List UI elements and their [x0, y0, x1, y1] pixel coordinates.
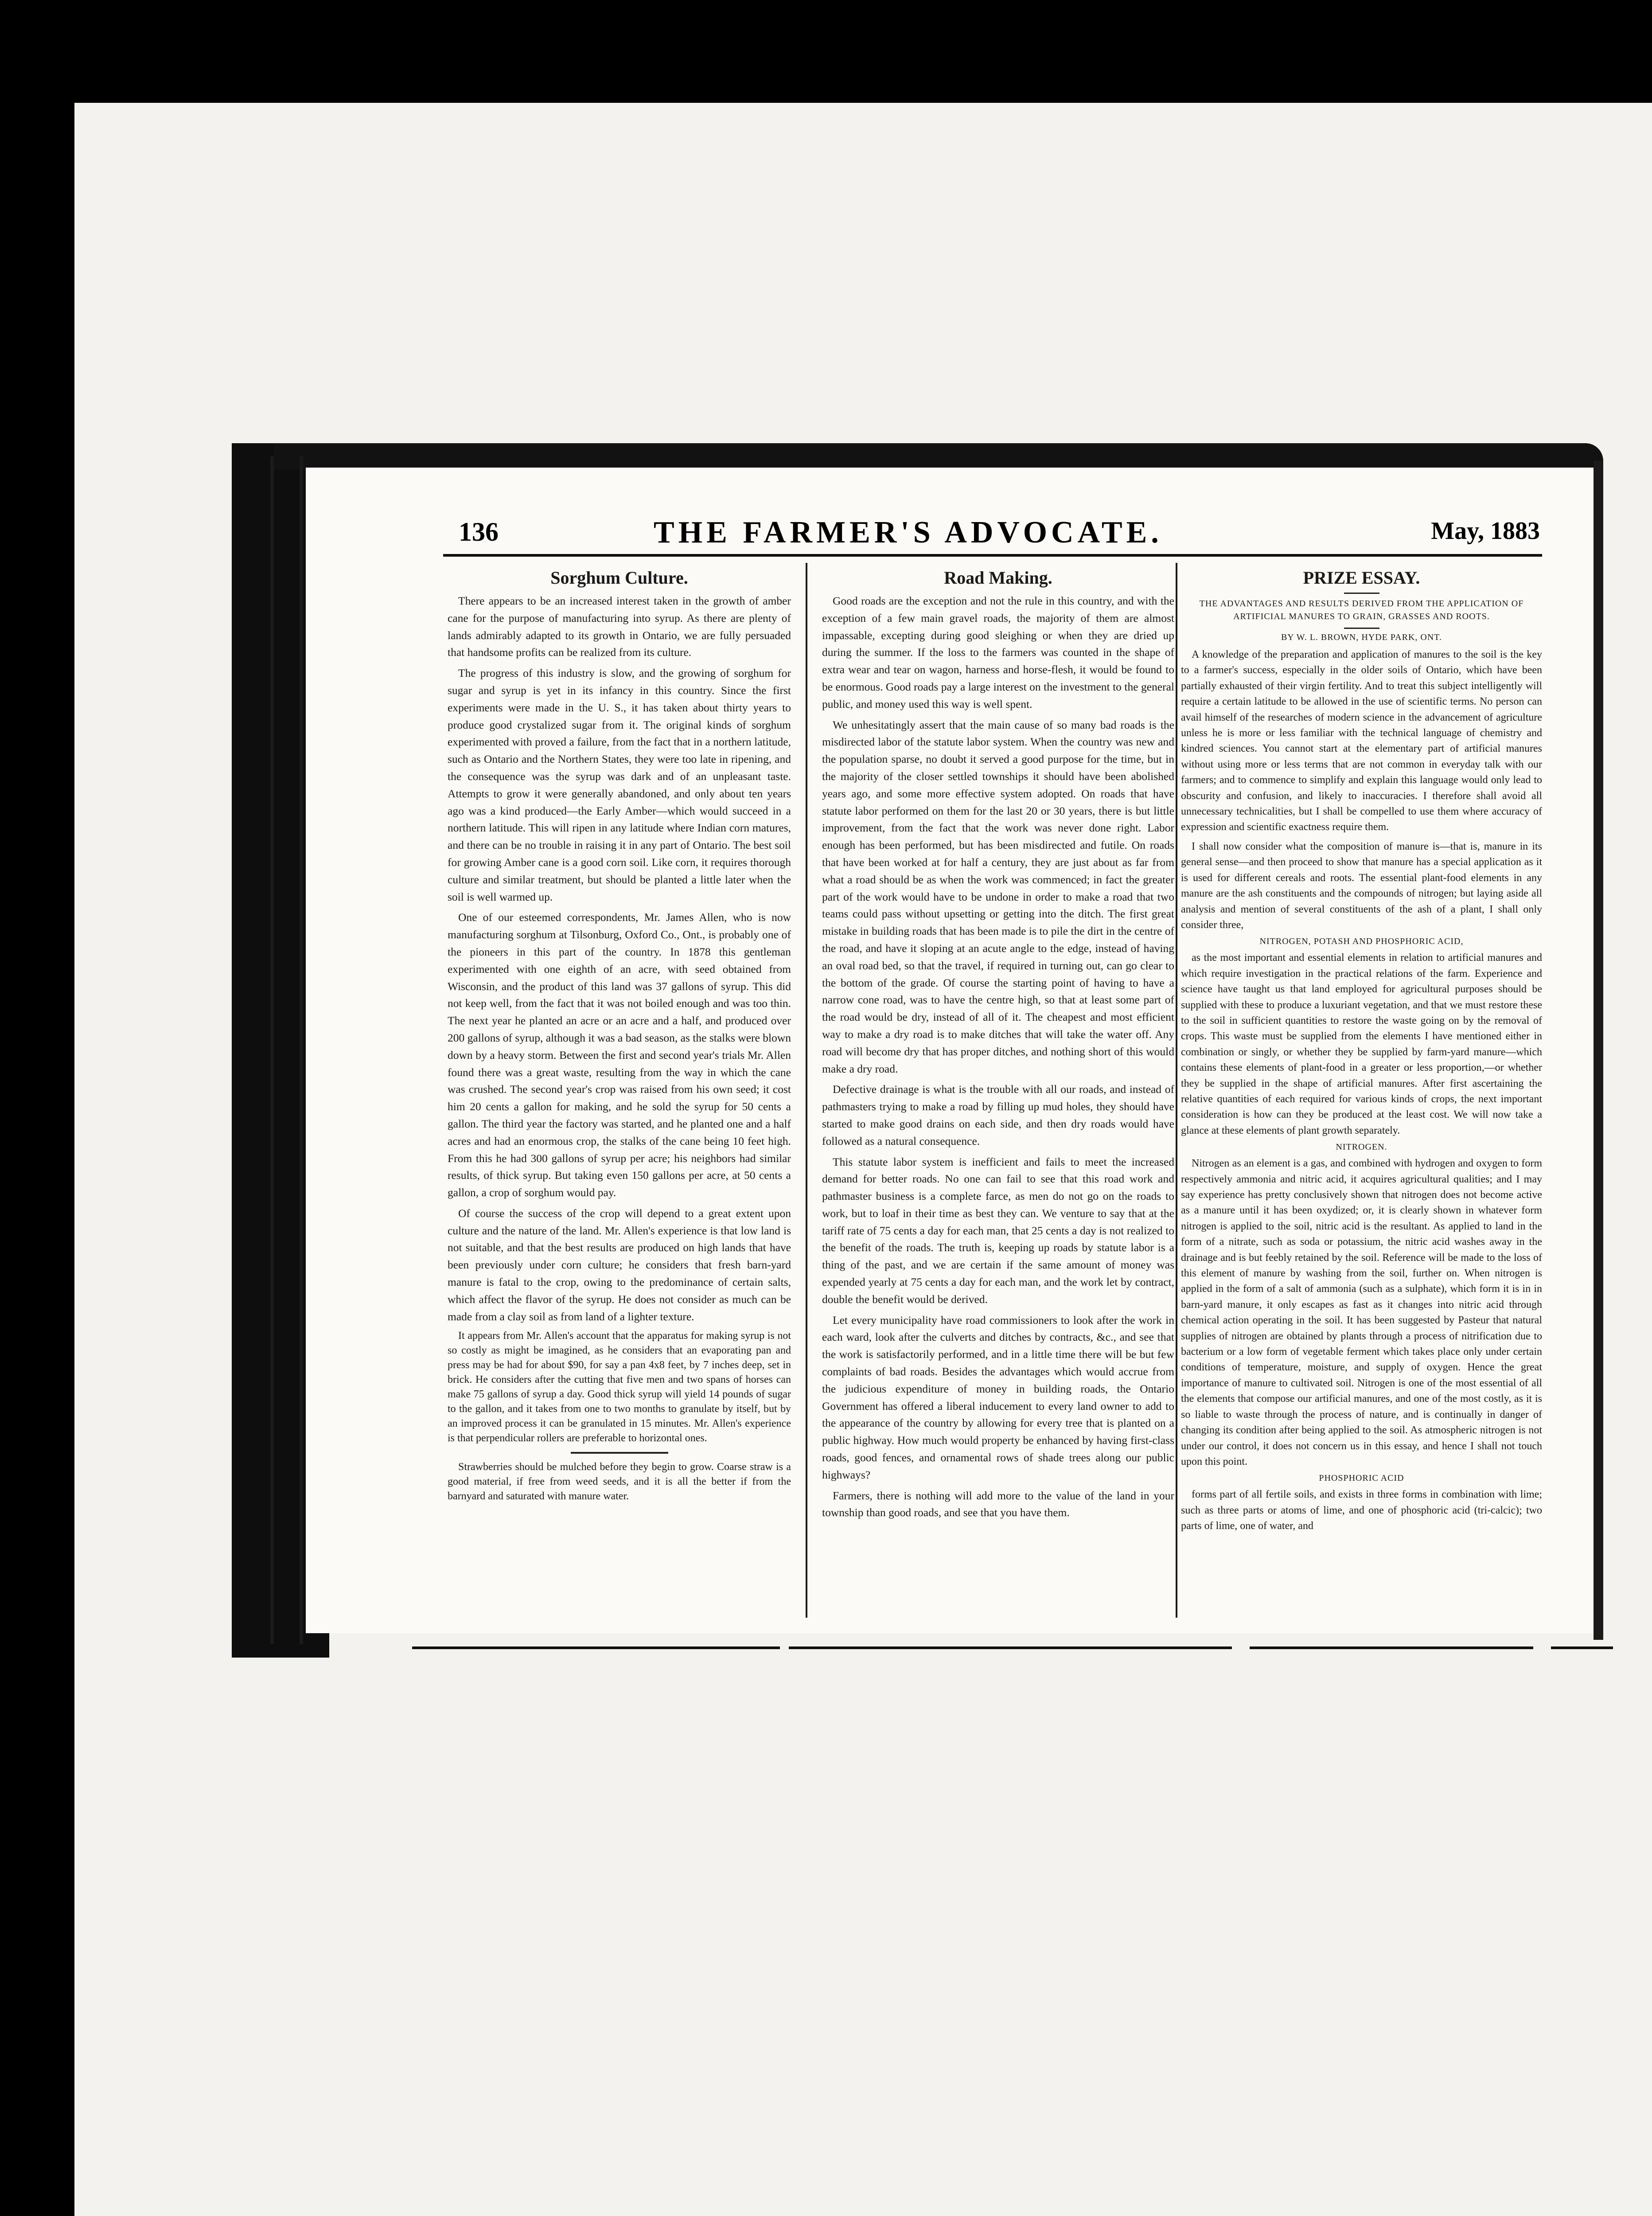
- paragraph: We unhesitatingly assert that the main cause of so many bad roads is the misdirected labor of the statute labor system. When the country was new and the population sparse, no doubt it served a good purpose for the time, but in the majority of the closer settled townships it should have been abolished years ago, and some more effective system adopted. On roads that have statute labor performed on them for the last 20 or 30 years, there is but little improvement, from the fact that the work was never done right. Labor enough has been performed, but has been misdirected and futile. On roads that have been worked at for half a century, they are just about as far from what a road should be as when the work was commenced; in fact the greater part of the work would have to be undone in order to make a road that two teams could pass without upsetting or getting into the ditch. The first great mistake in building roads that has been made is to pile the dirt in the centre of the road, and have it sloping at an acute angle to the edge, instead of having an oval road bed, so that the travel, if required in turning out, can go clear to the bottom of the grade. Of course the starting point of having to have a narrow cone road, was to have the centre high, so that at least some part of the road would be dry, instead of all of it. The cheapest and most efficient way to make a dry road is to make ditches that will take the water off. Any road will become dry that has proper ditches, and nothing short of this would make a dry road.: [822, 718, 1174, 1075]
- section-heading: PHOSPHORIC ACID: [1319, 1473, 1404, 1483]
- paragraph: One of our esteemed correspondents, Mr. James Allen, who is now manufacturing sorghum at Tilsonburg, Oxford Co., Ont., is probably one of the pioneers in this part of the country. In 1878 this gentleman experimented with one eighth of an acre, with seed obtained from Wisconsin, and the product of this land was 37 gallons of syrup. This did not keep well, from the fact that it was not boiled enough and was too thin. The next year he planted an acre or an acre and a half, and produced over 200 gallons of syrup, although it was a bad season, as the stalks were blown down by a heavy storm. Between the first and second year's trials Mr. Allen found there was a great waste, resulting from the way in which the cane was crushed. The second year's crop was raised from his own seed; it cost him 20 cents a gallon for making, and he sold the syrup for 50 cents a gallon. The third year the factory was started, and he planted one and a half acres and had an enormous crop, the stalks of the cane being 10 feet high. From this he had 300 gallons of syrup per acre; his neighbors had similar results, of thick syrup. But taking even 150 gallons per acre, at 50 cents a gallon, a crop of sorghum would pay.: [448, 911, 791, 1199]
- paragraph: A knowledge of the preparation and application of manures to the soil is the key to a farmer's success, especially in the older soils of Ontario, which have been partially exhausted of their virgin fertility. And to treat this subject intelligently will require a certain latitude to be allowed in the use of scientific terms. No person can avail himself of the researches of modern science in the advancement of agriculture unless he is more or less familiar with the technical language of chemistry and kindred sciences. You cannot start at the elementary part of artificial manures without using more or less terms that are not common in everyday talk with our farmers; and to commence to simplify and explain this language would only lead to obscurity and confusion, and likely to inaccuracies. I therefore shall avoid all unnecessary technicalities, but I shall be compelled to use them where accuracy of expression and scientific exactness require them.: [1181, 649, 1542, 833]
- section-heading: NITROGEN.: [1336, 1142, 1387, 1152]
- paragraph: forms part of all fertile soils, and exists in three forms in combination with lime; such as three parts or atoms of lime, and one of phosphoric acid (tri-calcic); two parts of lime, one of water, and: [1181, 1489, 1542, 1532]
- short-rule: [1344, 593, 1379, 594]
- footer-rule: [412, 1646, 780, 1649]
- page-header: [459, 515, 1540, 550]
- short-rule: [1344, 628, 1379, 629]
- paragraph: as the most important and essential elements in relation to artificial manures and which require investigation in the practical relations of the farm. Experience and science have taught us that land employed for agricultural purposes should be supplied with these to produce a luxuriant vegetation, and that we must restore these to the soil in sufficient quantities to restore the waste going on by the removal of crops. This waste must be supplied from the elements I have mentioned either in combination or singly, or whether they be supplied by farm-yard manure—which contains these elements of plant-food in a greater or less proportion,—or whether they be supplied in the shape of artificial manures. After first ascertaining the relative quantities of each required for various kinds of crops, the next important consideration is how can they be produced at the least cost. We will now take a glance at these elements of plant growth separately.: [1181, 952, 1542, 1136]
- page-number: 136: [459, 517, 499, 546]
- paragraph: Of course the success of the crop will depend to a great extent upon culture and the nature of the land. Mr. Allen's experience is that low land is not suitable, and that the best results are produced on high lands that have been previously under corn culture; he considers that fresh barn-yard manure is fatal to the crop, owing to the predominance of certain salts, which affect the flavor of the syrup. He does not consider as much can be made from a clay soil as from land of a lighter texture.: [448, 1206, 791, 1323]
- header-rule: [443, 554, 1542, 557]
- article-prize-essay: [1181, 567, 1542, 1613]
- article-road-making: [822, 567, 1174, 1613]
- footer-rule: [1250, 1646, 1533, 1649]
- article-subtitle: THE ADVANTAGES AND RESULTS DERIVED FROM THE APPLICATION OF ARTIFICIAL MANURES TO GRAIN, GRASSES AND ROOTS.: [1199, 599, 1524, 621]
- paragraph: There appears to be an increased interest taken in the growth of amber cane for the purpose of manufacturing into syrup. As there are plenty of lands admirably adapted to its growth in Ontario, we are fully persuaded that handsome profits can be realized from its culture.: [448, 594, 791, 659]
- paragraph: Defective drainage is what is the trouble with all our roads, and instead of pathmasters trying to make a road by filling up mud holes, they should have started to make good drains on each side, and then dry roads would have followed as a natural consequence.: [822, 1083, 1174, 1147]
- page-right-edge: [1594, 461, 1603, 1640]
- masthead-title: THE FARMER'S ADVOCATE.: [654, 515, 1163, 550]
- footer-rule: [789, 1646, 1232, 1649]
- article-title: PRIZE ESSAY.: [1303, 568, 1420, 588]
- ornamental-divider: [571, 1452, 668, 1454]
- article-title: Road Making.: [944, 568, 1052, 588]
- article-byline: BY W. L. BROWN, HYDE PARK, ONT.: [1281, 632, 1442, 642]
- footer-rule: [1551, 1646, 1613, 1649]
- article-sorghum-culture: [448, 567, 791, 1613]
- section-heading: NITROGEN, POTASH AND PHOSPHORIC ACID,: [1259, 936, 1464, 947]
- paragraph: This statute labor system is inefficient and fails to meet the increased demand for better roads. No one can fail to see that this road work and pathmaster business is a complete farce, as men do not go on the roads to work, but to loaf in their time as best they can. We venture to say that at the tariff rate of 75 cents a day for each man, that 25 cents a day is not realized to the benefit of the roads. The truth is, keeping up roads by statute labor is a thing of the past, and we are certain if the same amount of money was expended yearly at 75 cents a day for each man, and the work let by contract, double the benefit would be derived.: [822, 1155, 1174, 1306]
- paragraph: Nitrogen as an element is a gas, and combined with hydrogen and oxygen to form respectively ammonia and nitric acid, it acquires agricultural qualities; and I may say experience has pretty conclusively shown that nitrogen does not become active as a manure until it has been oxydized; or, it is clearly shown in whatever form nitrogen is applied to the soil, nitric acid is the resultant. As applied to land in the form of a nitrate, such as soda or potassium, the nitric acid washes away in the drainage and is but feebly retained by the soil. Reference will be made to the loss of this element of manure by washing from the soil, further on. When nitrogen is applied in the form of a salt of ammonia (such as a sulphate), which form it is in in barn-yard manure, it only escapes as fast as it changes into nitric acid through chemical action operating in the soil. It has been suggested by Pasteur that natural supplies of nitrogen are obtained by plants through a process of nitrification due to bacterium or a low form of vegetable ferment which takes place only under certain conditions of temperature, moisture, and supply of oxygen. Hence the great importance of manure to cultivated soil. Nitrogen is one of the most essential of all the elements that compose our artificial manures, and one of the most costly, as it is so liable to waste through the process of nature, and is continually in danger of changing its condition after being applied to the soil. As atmospheric nitrogen is not under our control, it does not concern us in this essay, and hence I shall not touch upon this point.: [1181, 1158, 1542, 1467]
- paragraph: Strawberries should be mulched before they begin to grow. Coarse straw is a good material, if free from weed seeds, and it is all the better if from the barnyard and saturated with manure water.: [448, 1461, 791, 1502]
- page-stack-edges: [270, 456, 303, 1644]
- column-divider: [1176, 563, 1177, 1618]
- paragraph: Good roads are the exception and not the rule in this country, and with the exception of a few main gravel roads, the majority of them are almost impassable, excepting during good sleighing or when they are dried up during the summer. If the loss to the farmers was counted in the shape of extra wear and tear on wagon, harness and horse-flesh, it would be found to be enormous. Good roads pay a large interest on the investment to the general public, and money used this way is well spent.: [822, 594, 1174, 710]
- paragraph: The progress of this industry is slow, and the growing of sorghum for sugar and syrup is yet in its infancy in this country. Since the first experiments were made in the U. S., it has taken about thirty years to produce good crystalized sugar from it. The original kinds of sorghum experimented with proved a failure, from the fact that in a northern latitude, such as Ontario and the Northern States, they were too late in ripening, and the consequence was the syrup was dark and of an unpleasant taste. Attempts to grow it were generally abandoned, and only about ten years ago was a kind produced—the Early Amber—which would succeed in a northern latitude. This will ripen in any latitude where Indian corn matures, and there can be no trouble in raising it in any part of Ontario. The best soil for growing Amber cane is a good corn soil. Like corn, it requires thorough culture and similar treatment, but should be planted a little later when the soil is well warmed up.: [448, 667, 791, 903]
- issue-date: May, 1883: [1431, 517, 1540, 545]
- paragraph: It appears from Mr. Allen's account that the apparatus for making syrup is not so costly as might be imagined, as he considers that an evaporating pan and press may be had for about $90, for say a pan 4x8 feet, by 7 inches deep, set in brick. He considers after the cutting that five men and two spans of horses can make 75 gallons of syrup a day. Good thick syrup will yield 14 pounds of sugar to the gallon, and it takes from one to two months to granulate by itself, but by an improved process it can be granulated in 15 minutes. Mr. Allen's experience is that perpendicular rollers are preferable to horizontal ones.: [448, 1330, 791, 1444]
- column-divider: [806, 563, 807, 1618]
- article-title: Sorghum Culture.: [550, 568, 688, 588]
- paragraph: I shall now consider what the composition of manure is—that is, manure in its general sense—and then proceed to show that manure has a special application as it is used for different cereals and roots. The essential plant-food elements in any manure are the ash constituents and the compounds of nitrogen; but laying aside all analysis and mention of several constituents of the ash of a plant, I shall only consider three,: [1181, 840, 1542, 931]
- paragraph: Let every municipality have road commissioners to look after the work in each ward, look after the culverts and ditches by contracts, &c., and see that the work is satisfactorily performed, and in a little time there will be but few complaints of bad roads. Besides the advantages which would accrue from the judicious expenditure of money in building roads, the Ontario Government has offered a liberal inducement to every land owner to add to the appearance of the country by allowing for every tree that is planted on a public highway. How much would property be enhanced by having first-class roads, good fences, and ornamental rows of shade trees along our public highways?: [822, 1313, 1174, 1481]
- paragraph: Farmers, there is nothing will add more to the value of the land in your township than good roads, and see that you have them.: [822, 1489, 1174, 1519]
- page-top-edge: [274, 443, 1603, 470]
